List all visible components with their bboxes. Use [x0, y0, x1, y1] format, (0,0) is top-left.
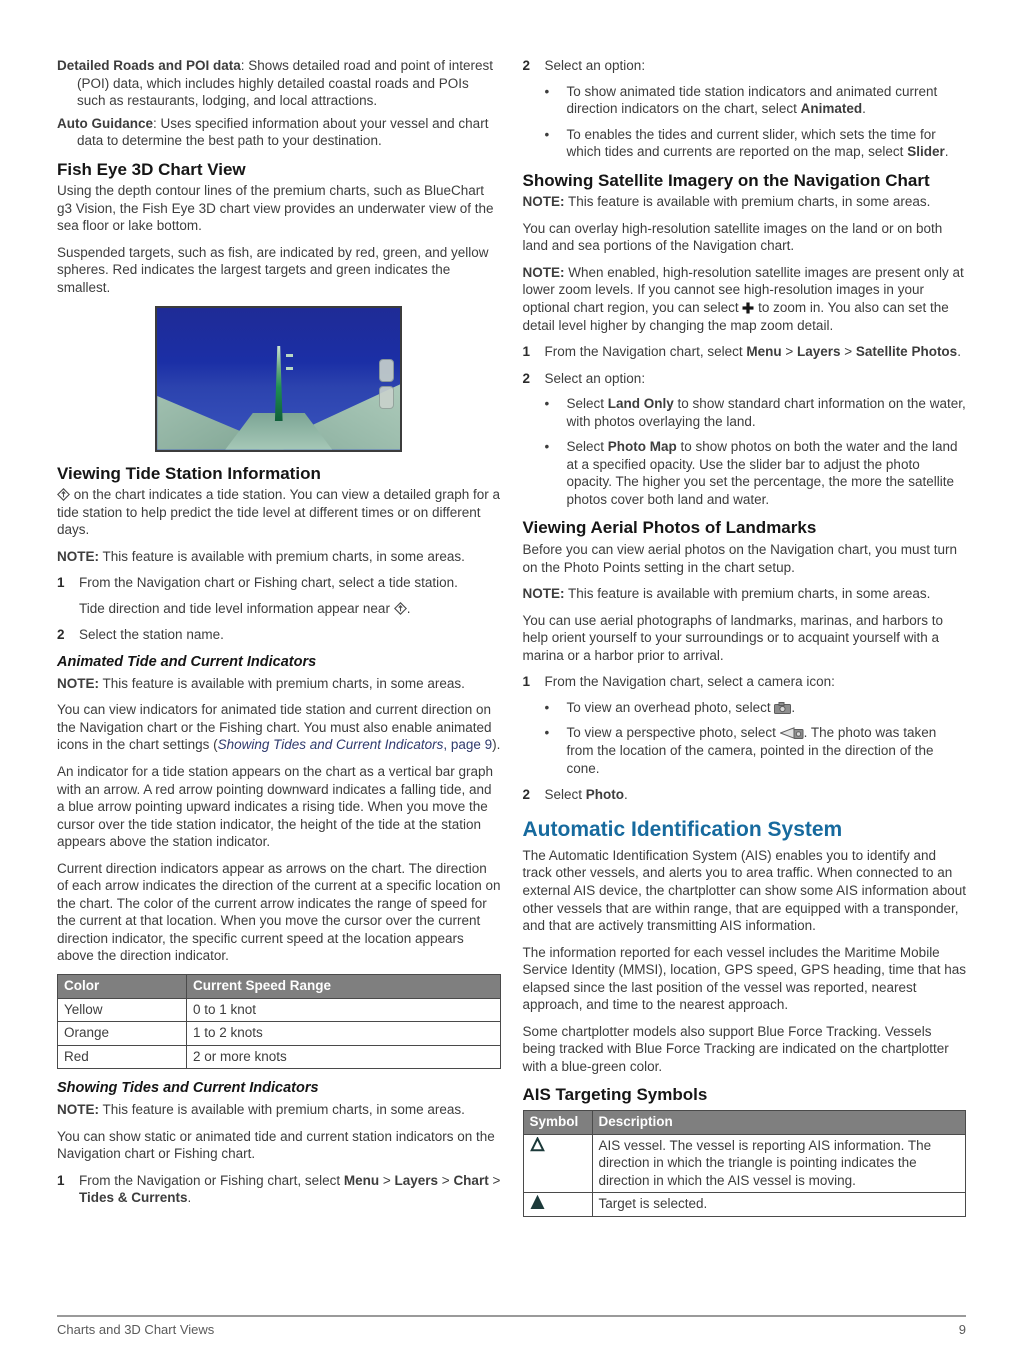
note-paragraph: NOTE: This feature is available with premium charts, in some areas. [522, 194, 931, 210]
numbered-step [523, 673, 967, 777]
numbered-step [57, 626, 501, 644]
step-body [545, 370, 967, 509]
ais-symbols-table [523, 1110, 967, 1217]
paragraph: An indicator for a tide station appears on the chart as a vertical bar graph with an arrow. A red arrow pointing downward indicates a falling tide, and a blue arrow pointing upward indicates a rising tide. When you move the cursor over the tide station indicator, the height of the tide at the station appears above the station indicator. [57, 763, 494, 850]
section-heading-satellite-imagery: Showing Satellite Imagery on the Navigation Chart [522, 170, 930, 190]
table-header-range: Current Speed Range [187, 974, 501, 998]
step-text: From the Navigation chart or Fishing chart, select a tide station. [79, 575, 458, 591]
bullet-item [545, 126, 967, 161]
table-cell-symbol [523, 1193, 592, 1217]
bullet-marker: • [544, 126, 550, 142]
left-column [57, 57, 501, 1227]
paragraph: Before you can view aerial photos on the Navigation chart, you must turn on the Photo Points setting in the chart setup. [522, 542, 957, 575]
table-header-row [523, 1111, 966, 1135]
beacon-marker [273, 346, 285, 421]
paragraph: The Automatic Identification System (AIS) enables you to identify and track other vessels, and alerts you to area traffic. When connected to an external AIS device, the chartplotter can show some AIS information about other vessels that are within range, that are equipped with a transponder, and that are actively transmitting AIS information. [522, 847, 966, 934]
numbered-step [523, 786, 967, 804]
camera-overhead-icon [774, 700, 791, 715]
page-footer [57, 1315, 966, 1337]
step-text: Select an option: [544, 58, 646, 73]
ais-vessel-triangle-icon [530, 1138, 545, 1153]
table-cell-color: Red [58, 1045, 187, 1069]
table-row [58, 998, 501, 1022]
step-text: From the Navigation chart, select a camera icon: [544, 674, 835, 690]
camera-perspective-icon [780, 725, 804, 740]
table-row [58, 1045, 501, 1069]
table-cell-color: Yellow [58, 998, 187, 1022]
numbered-step [57, 1172, 501, 1207]
table-header-symbol: Symbol [523, 1111, 592, 1135]
paragraph: Using the depth contour lines of the premium charts, such as BlueChart g3 Vision, the Fish Eye 3D chart view provides an underwater view of the sea floor or lake bottom. [57, 183, 494, 234]
bullet-text: To view a perspective photo, select . The photo was taken from the location of the camera, pointed in the direction of the cone. [566, 725, 937, 776]
numbered-step [523, 370, 967, 509]
step-text: Select the station name. [79, 627, 224, 643]
tide-station-icon [394, 601, 407, 616]
footer-section-title: Charts and 3D Chart Views [57, 1322, 215, 1337]
table-row [523, 1193, 966, 1217]
definition-detailed-roads [57, 57, 501, 110]
cross-reference-link[interactable]: Showing Tides and Current Indicators [217, 737, 444, 753]
ais-target-selected-icon [530, 1196, 545, 1211]
paragraph: Current direction indicators appear as arrows on the chart. The direction of each arrow indicates the direction of the current at a specific location on the chart. The color of the current arrow indicates the range of speed for the current at that location. When you move the cursor over the current direction indicator, the specific current speed at the location appears above the direction indicator. [57, 860, 501, 964]
step-number: 1 [522, 674, 531, 690]
tide-station-icon [57, 487, 70, 502]
definition-auto-guidance [57, 115, 501, 150]
step-number: 2 [522, 787, 531, 803]
bullet-marker: • [544, 439, 550, 455]
table-cell-color: Orange [58, 1022, 187, 1046]
paragraph: The information reported for each vessel includes the Maritime Mobile Service Identity (MMSI), location, GPS speed, GPS heading, time that has elapsed since the last position of the vessel was reported, nearest approach, and time to the nearest approach. [522, 944, 966, 1013]
step-number: 1 [57, 575, 65, 591]
step-body [79, 574, 501, 617]
section-heading-aerial-photos: Viewing Aerial Photos of Landmarks [522, 518, 817, 538]
beacon-arm [286, 367, 293, 370]
bullet-marker: • [544, 725, 550, 741]
bullet-marker: • [544, 699, 550, 715]
numbered-step [57, 574, 501, 617]
step-number: 2 [522, 370, 531, 386]
bullet-text: To view an overhead photo, select . [566, 699, 796, 715]
step-number: 2 [522, 58, 531, 73]
step-number: 1 [57, 1172, 65, 1188]
step-body [545, 673, 967, 777]
paragraph: You can view indicators for animated tide station and current direction on the Navigation chart or the Fishing chart. You must also enable animated icons in the chart settings (Showing Tides and Current Indicators, page 9). [57, 702, 501, 753]
bullet-marker: • [544, 83, 550, 99]
numbered-step [523, 343, 967, 361]
subsection-heading-animated-indicators: Animated Tide and Current Indicators [57, 653, 317, 670]
numbered-step [523, 57, 967, 161]
bullet-text: To enables the tides and current slider, which sets the time for which tides and currents are reported on the map, select Slider. [566, 126, 949, 160]
section-heading-fish-eye: Fish Eye 3D Chart View [57, 159, 246, 179]
note-paragraph: NOTE: This feature is available with premium charts, in some areas. [522, 586, 931, 602]
note-paragraph: NOTE: When enabled, high-resolution satellite images are present only at lower zoom levels. If you cannot see high-resolution images in your optional chart region, you can select to zoom in. You also can set the detail level higher by changing the map zoom detail. [522, 264, 964, 333]
bullet-item [545, 395, 967, 430]
step-body [545, 57, 967, 161]
subsection-heading-showing-tides: Showing Tides and Current Indicators [57, 1080, 319, 1097]
section-heading-ais-symbols: AIS Targeting Symbols [522, 1085, 708, 1105]
note-paragraph: NOTE: This feature is available with premium charts, in some areas. [57, 675, 465, 691]
step-text: Select an option: [544, 370, 646, 386]
bullet-text: To show animated tide station indicators and animated current direction indicators on the chart, select Animated. [566, 83, 938, 117]
cross-reference-link[interactable]: , page 9 [443, 737, 493, 753]
current-speed-table [57, 974, 501, 1069]
footer-page-number: 9 [958, 1322, 966, 1337]
table-header-color: Color [58, 974, 187, 998]
fish-eye-3d-screenshot [155, 306, 402, 452]
step-result-text: Tide direction and tide level information appear near . [79, 600, 411, 616]
table-cell-range: 1 to 2 knots [187, 1022, 501, 1046]
right-column [523, 57, 967, 1227]
bullet-item [545, 438, 967, 508]
step-number: 1 [522, 344, 531, 360]
definition-text: Auto Guidance: Uses specified information about your vessel and chart data to determine the best path to your destination. [57, 115, 489, 149]
table-header-row [58, 974, 501, 998]
step-text: From the Navigation or Fishing chart, select Menu > Layers > Chart > Tides & Currents. [79, 1172, 501, 1206]
paragraph: You can use aerial photographs of landmarks, marinas, and harbors to help orient yourself to your surroundings or to acquaint yourself with a marina or a harbor prior to arrival. [522, 612, 944, 663]
step-text: Select Photo. [544, 787, 628, 803]
paragraph: Some chartplotter models also support Blue Force Tracking. Vessels being tracked with Blue Force Tracking are indicated on the chartplotter with a blue-green color. [522, 1023, 949, 1074]
note-paragraph: NOTE: This feature is available with premium charts, in some areas. [57, 548, 465, 564]
bullet-marker: • [544, 396, 550, 412]
zoom-out-button [379, 386, 394, 409]
plus-icon [742, 300, 754, 315]
beacon-arm [286, 354, 293, 357]
step-number: 2 [57, 627, 65, 643]
definition-text: Detailed Roads and POI data: Shows detailed road and point of interest (POI) data, which includes highly detailed coastal roads and POIs such as restaurants, lodging, and local attractions. [57, 58, 493, 109]
table-cell-description: AIS vessel. The vessel is reporting AIS information. The direction in which the triangle is pointing indicates the direction in which the AIS vessel is moving. [592, 1134, 966, 1193]
section-heading-tide-station: Viewing Tide Station Information [57, 463, 321, 483]
paragraph: Suspended targets, such as fish, are indicated by red, green, and yellow spheres. Red indicates the largest targets and green indicates the smallest. [57, 244, 489, 296]
paragraph: on the chart indicates a tide station. You can view a detailed graph for a tide station to help predict the tide level at different times or on different days. [57, 487, 501, 538]
table-cell-range: 2 or more knots [187, 1045, 501, 1069]
bullet-text: Select Photo Map to show photos on both the water and the land at a specified opacity. Use the slider bar to adjust the photo opacity. The higher you set the percentage, the more the satellite photos cover both land and water. [566, 439, 958, 507]
table-row [523, 1134, 966, 1193]
chapter-heading-ais: Automatic Identification System [522, 817, 843, 841]
paragraph: You can show static or animated tide and current station indicators on the Navigation chart or Fishing chart. [57, 1128, 495, 1162]
table-row [58, 1022, 501, 1046]
table-header-description: Description [592, 1111, 966, 1135]
bullet-item [545, 83, 967, 118]
bullet-item [545, 724, 967, 777]
zoom-in-button [379, 359, 394, 382]
step-text: From the Navigation chart, select Menu > Layers > Satellite Photos. [544, 344, 961, 360]
note-paragraph: NOTE: This feature is available with premium charts, in some areas. [57, 1102, 465, 1118]
bullet-text: Select Land Only to show standard chart information on the water, with photos overlaying the land. [566, 396, 966, 429]
table-cell-range: 0 to 1 knot [187, 998, 501, 1022]
table-cell-symbol [523, 1134, 592, 1193]
table-cell-description: Target is selected. [592, 1193, 966, 1217]
bullet-item [545, 699, 967, 717]
paragraph: You can overlay high-resolution satellite images on the land or on both land and sea portions of the Navigation chart. [522, 220, 943, 254]
